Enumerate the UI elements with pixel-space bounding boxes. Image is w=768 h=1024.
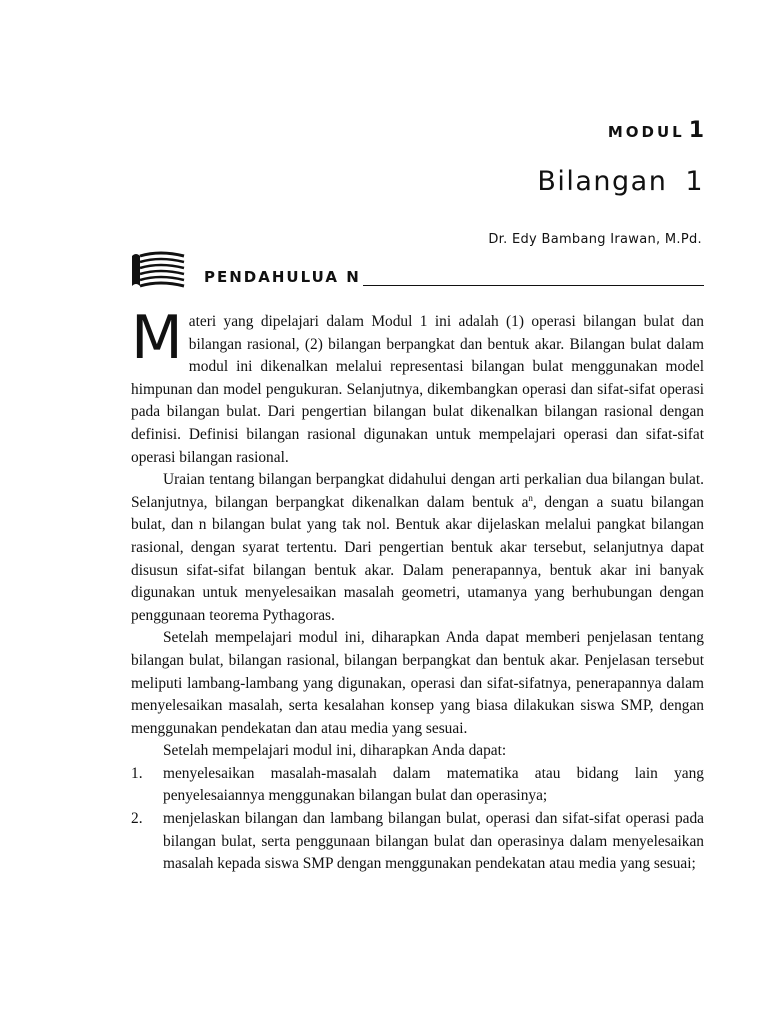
- module-word: MODUL: [607, 123, 685, 141]
- title-number: 1: [685, 166, 704, 197]
- paragraph-3: Setelah mempelajari modul ini, diharapkan Anda dapat memberi penjelasan tentang bilangan bulat, bilangan rasional, bilangan berpangkat dan bentuk akar. Penjelasan tersebut meliputi lambang-lambang yang digunakan, operasi dan sifat-sifatnya, penerapannya dalam menyelesaikan masalah, serta kesalahan konsep yang biasa dilakukan siswa SMP, dengan menggunakan pendekatan dan atau media yang sesuai.: [131, 629, 704, 737]
- paragraph-2-text-after: , dengan a suatu bilangan bulat, dan n bilangan bulat yang tak nol. Bentuk akar dijelaskan melalui pangkat bilangan rasional, dengan syarat tertentu. Dari pengertian bentuk akar tersebut, selanjutnya dapat disusun sifat-sifat bilangan bentuk akar. Dalam penerapannya, bentuk akar ini banyak digunakan untuk menyelesaikan masalah geometri, utamanya yang berhubungan dengan penggunaan teorema Pythagoras.: [131, 493, 704, 624]
- section-heading: [204, 268, 704, 286]
- title-word: Bilangan: [537, 166, 668, 197]
- author-name: Dr. Edy Bambang Irawan, M.Pd.: [488, 232, 702, 247]
- section-heading-tail: N: [346, 268, 361, 286]
- paragraph-1: [131, 303, 704, 469]
- superscript-n: n: [528, 492, 533, 503]
- paragraph-2: [131, 469, 704, 627]
- open-book-icon: [130, 250, 186, 290]
- module-label: [608, 118, 704, 143]
- paragraph-1-text: ateri yang dipelajari dalam Modul 1 ini adalah (1) operasi bilangan bulat dan bilangan rasional, (2) bilangan berpangkat dan bentuk akar. Bilangan bulat dalam modul ini dikenalkan melalui representasi bilangan bulat menggunakan model himpunan dan model pengukuran. Selanjutnya, dikembangkan operasi dan sifat-sifat operasi pada bilangan bulat. Dari pengertian bilangan bulat dikenalkan bilangan rasional dengan definisi. Definisi bilangan rasional digunakan untuk mempelajari operasi dan sifat-sifat operasi bilangan rasional.: [131, 313, 704, 466]
- paragraph-2-text-before: Uraian tentang bilangan berpangkat didahului dengan arti perkalian dua bilangan bulat. Selanjutnya, bilangan berpangkat dikenalkan dalam bentuk a: [131, 471, 704, 511]
- page-title: [537, 166, 704, 197]
- list-item-text: menyelesaikan masalah-masalah dalam matematika atau bidang lain yang penyelesaiannya menggunakan bilangan bulat dan operasinya;: [163, 764, 704, 805]
- heading-rule: [363, 271, 704, 286]
- module-number: 1: [688, 118, 704, 143]
- objectives-list: [131, 763, 704, 876]
- list-marker: 2.: [131, 810, 143, 828]
- section-heading-main: PENDAHULUA: [204, 268, 339, 286]
- list-item: [131, 763, 704, 808]
- drop-cap: M: [131, 303, 183, 373]
- list-item-text: menjelaskan bilangan dan lambang bilangan bulat, operasi dan sifat-sifat operasi pada bilangan bulat, serta penggunaan bilangan bulat dan operasinya dalam menyelesaikan masalah kepada siswa SMP dengan menggunakan pendekatan atau media yang sesuai;: [163, 810, 704, 873]
- list-item: [131, 808, 704, 876]
- body-text: [131, 303, 704, 876]
- objectives-intro: Setelah mempelajari modul ini, diharapkan Anda dapat:: [163, 742, 507, 760]
- list-marker: 1.: [131, 764, 143, 782]
